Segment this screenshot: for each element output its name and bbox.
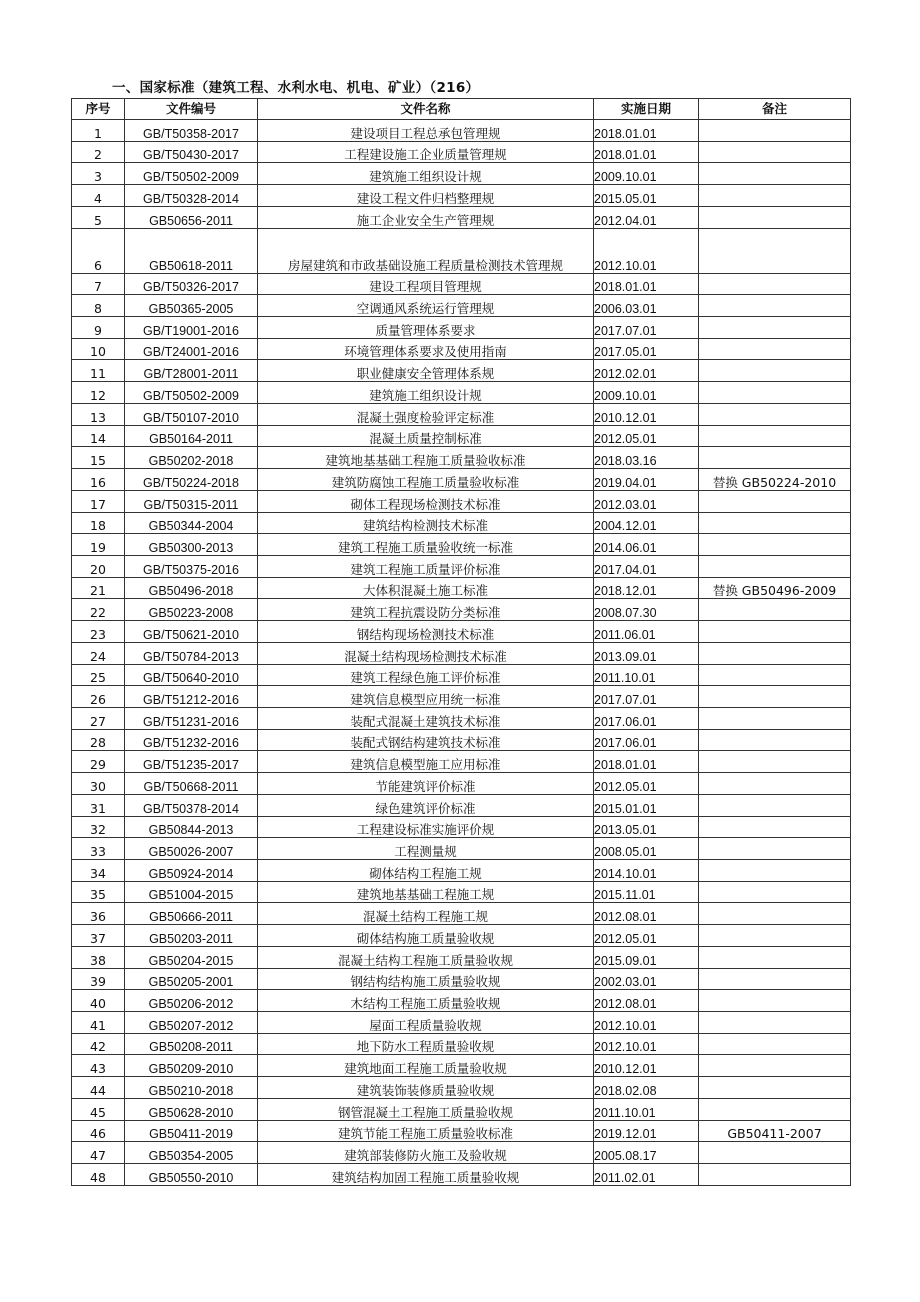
standard-name: 混凝土质量控制标准 — [258, 425, 594, 447]
standard-code: GB50550-2010 — [125, 1164, 258, 1186]
remark — [699, 425, 851, 447]
standard-code: GB50203-2011 — [125, 925, 258, 947]
remark — [699, 707, 851, 729]
remark — [699, 1012, 851, 1034]
standard-name: 建筑信息模型施工应用标准 — [258, 751, 594, 773]
effective-date: 2018.01.01 — [594, 120, 699, 142]
standard-code: GB50205-2001 — [125, 968, 258, 990]
row-index: 2 — [72, 141, 125, 163]
standard-code: GB50354-2005 — [125, 1142, 258, 1164]
row-index: 17 — [72, 490, 125, 512]
standard-name: 砌体结构工程施工规 — [258, 860, 594, 882]
remark — [699, 360, 851, 382]
row-index: 12 — [72, 382, 125, 404]
row-index: 39 — [72, 968, 125, 990]
effective-date: 2010.12.01 — [594, 403, 699, 425]
effective-date: 2017.05.01 — [594, 338, 699, 360]
table-row — [72, 163, 851, 185]
effective-date: 2010.12.01 — [594, 1055, 699, 1077]
remark — [699, 120, 851, 142]
standard-code: GB50656-2011 — [125, 206, 258, 228]
header-note: 备注 — [699, 99, 851, 120]
standard-code: GB/T50328-2014 — [125, 185, 258, 207]
row-index: 19 — [72, 534, 125, 556]
standard-code: GB/T50378-2014 — [125, 794, 258, 816]
table-row — [72, 794, 851, 816]
effective-date: 2019.12.01 — [594, 1120, 699, 1142]
remark: 替换 GB50496-2009 — [699, 577, 851, 599]
effective-date: 2004.12.01 — [594, 512, 699, 534]
standard-name: 建筑部装修防火施工及验收规 — [258, 1142, 594, 1164]
standard-name: 工程建设施工企业质量管理规 — [258, 141, 594, 163]
remark — [699, 599, 851, 621]
standard-code: GB/T19001-2016 — [125, 317, 258, 339]
standard-name: 砌体工程现场检测技术标准 — [258, 490, 594, 512]
row-index: 24 — [72, 642, 125, 664]
effective-date: 2018.02.08 — [594, 1077, 699, 1099]
standard-code: GB50210-2018 — [125, 1077, 258, 1099]
standard-name: 混凝土强度检验评定标准 — [258, 403, 594, 425]
effective-date: 2017.06.01 — [594, 707, 699, 729]
standard-code: GB/T50375-2016 — [125, 555, 258, 577]
effective-date: 2012.10.01 — [594, 1033, 699, 1055]
standard-code: GB50344-2004 — [125, 512, 258, 534]
remark — [699, 664, 851, 686]
effective-date: 2008.05.01 — [594, 838, 699, 860]
remark — [699, 273, 851, 295]
standard-code: GB50204-2015 — [125, 946, 258, 968]
table-row — [72, 120, 851, 142]
standard-name: 工程建设标准实施评价规 — [258, 816, 594, 838]
table-row — [72, 1033, 851, 1055]
standard-name: 建筑地基基础工程施工规 — [258, 881, 594, 903]
table-row — [72, 469, 851, 491]
remark — [699, 163, 851, 185]
table-row — [72, 707, 851, 729]
row-index: 5 — [72, 206, 125, 228]
row-index: 38 — [72, 946, 125, 968]
row-index: 44 — [72, 1077, 125, 1099]
effective-date: 2008.07.30 — [594, 599, 699, 621]
remark: 替换 GB50224-2010 — [699, 469, 851, 491]
row-index: 35 — [72, 881, 125, 903]
standard-name: 建设工程文件归档整理规 — [258, 185, 594, 207]
remark — [699, 447, 851, 469]
remark — [699, 1098, 851, 1120]
standard-name: 建筑施工组织设计规 — [258, 163, 594, 185]
remark — [699, 1164, 851, 1186]
remark — [699, 990, 851, 1012]
standard-name: 环境管理体系要求及使用指南 — [258, 338, 594, 360]
remark — [699, 403, 851, 425]
remark — [699, 206, 851, 228]
standard-code: GB/T50107-2010 — [125, 403, 258, 425]
remark — [699, 729, 851, 751]
effective-date: 2017.04.01 — [594, 555, 699, 577]
effective-date: 2006.03.01 — [594, 295, 699, 317]
remark — [699, 317, 851, 339]
effective-date: 2002.03.01 — [594, 968, 699, 990]
row-index: 31 — [72, 794, 125, 816]
standard-code: GB/T51235-2017 — [125, 751, 258, 773]
table-row — [72, 206, 851, 228]
effective-date: 2009.10.01 — [594, 382, 699, 404]
table-row — [72, 338, 851, 360]
table-row — [72, 295, 851, 317]
table-row — [72, 273, 851, 295]
standard-name: 建筑节能工程施工质量验收标准 — [258, 1120, 594, 1142]
effective-date: 2012.10.01 — [594, 228, 699, 273]
standard-name: 建筑地基基础工程施工质量验收标准 — [258, 447, 594, 469]
remark — [699, 185, 851, 207]
table-row — [72, 1098, 851, 1120]
standard-code: GB50026-2007 — [125, 838, 258, 860]
table-row — [72, 447, 851, 469]
remark — [699, 338, 851, 360]
remark — [699, 490, 851, 512]
row-index: 37 — [72, 925, 125, 947]
row-index: 20 — [72, 555, 125, 577]
remark — [699, 751, 851, 773]
header-name: 文件名称 — [258, 99, 594, 120]
standard-name: 钢管混凝土工程施工质量验收规 — [258, 1098, 594, 1120]
row-index: 23 — [72, 621, 125, 643]
remark — [699, 773, 851, 795]
remark — [699, 860, 851, 882]
standard-name: 建筑施工组织设计规 — [258, 382, 594, 404]
effective-date: 2012.03.01 — [594, 490, 699, 512]
effective-date: 2018.03.16 — [594, 447, 699, 469]
header-date: 实施日期 — [594, 99, 699, 120]
row-index: 7 — [72, 273, 125, 295]
standard-name: 建设工程项目管理规 — [258, 273, 594, 295]
standard-name: 木结构工程施工质量验收规 — [258, 990, 594, 1012]
standard-code: GB50411-2019 — [125, 1120, 258, 1142]
effective-date: 2013.05.01 — [594, 816, 699, 838]
standard-name: 屋面工程质量验收规 — [258, 1012, 594, 1034]
effective-date: 2018.12.01 — [594, 577, 699, 599]
table-row — [72, 425, 851, 447]
standard-code: GB50223-2008 — [125, 599, 258, 621]
effective-date: 2005.08.17 — [594, 1142, 699, 1164]
standard-name: 质量管理体系要求 — [258, 317, 594, 339]
standard-name: 钢结构现场检测技术标准 — [258, 621, 594, 643]
table-row — [72, 903, 851, 925]
table-row — [72, 228, 851, 273]
standard-name: 地下防水工程质量验收规 — [258, 1033, 594, 1055]
effective-date: 2015.11.01 — [594, 881, 699, 903]
table-row — [72, 1055, 851, 1077]
effective-date: 2012.08.01 — [594, 990, 699, 1012]
standard-name: 砌体结构施工质量验收规 — [258, 925, 594, 947]
row-index: 21 — [72, 577, 125, 599]
table-row — [72, 1164, 851, 1186]
effective-date: 2017.07.01 — [594, 317, 699, 339]
effective-date: 2018.01.01 — [594, 751, 699, 773]
effective-date: 2015.05.01 — [594, 185, 699, 207]
remark — [699, 295, 851, 317]
effective-date: 2017.07.01 — [594, 686, 699, 708]
header-index: 序号 — [72, 99, 125, 120]
effective-date: 2015.01.01 — [594, 794, 699, 816]
table-row — [72, 881, 851, 903]
standard-code: GB50628-2010 — [125, 1098, 258, 1120]
standard-name: 装配式混凝土建筑技术标准 — [258, 707, 594, 729]
row-index: 3 — [72, 163, 125, 185]
standard-name: 建设项目工程总承包管理规 — [258, 120, 594, 142]
remark: GB50411-2007 — [699, 1120, 851, 1142]
effective-date: 2019.04.01 — [594, 469, 699, 491]
row-index: 27 — [72, 707, 125, 729]
standard-code: GB51004-2015 — [125, 881, 258, 903]
standard-code: GB/T51232-2016 — [125, 729, 258, 751]
table-row — [72, 816, 851, 838]
standard-name: 房屋建筑和市政基础设施工程质量检测技术管理规 — [258, 228, 594, 273]
standard-name: 建筑工程绿色施工评价标准 — [258, 664, 594, 686]
standard-code: GB/T50502-2009 — [125, 163, 258, 185]
remark — [699, 925, 851, 947]
standard-code: GB/T50784-2013 — [125, 642, 258, 664]
row-index: 18 — [72, 512, 125, 534]
remark — [699, 1055, 851, 1077]
row-index: 40 — [72, 990, 125, 1012]
standard-name: 空调通风系统运行管理规 — [258, 295, 594, 317]
standard-name: 大体积混凝土施工标准 — [258, 577, 594, 599]
standard-name: 装配式钢结构建筑技术标准 — [258, 729, 594, 751]
standard-code: GB/T50621-2010 — [125, 621, 258, 643]
standard-code: GB/T28001-2011 — [125, 360, 258, 382]
standard-name: 建筑信息模型应用统一标准 — [258, 686, 594, 708]
standard-code: GB50618-2011 — [125, 228, 258, 273]
remark — [699, 228, 851, 273]
row-index: 10 — [72, 338, 125, 360]
remark — [699, 512, 851, 534]
row-index: 42 — [72, 1033, 125, 1055]
standard-name: 节能建筑评价标准 — [258, 773, 594, 795]
table-row — [72, 686, 851, 708]
standard-name: 建筑结构加固工程施工质量验收规 — [258, 1164, 594, 1186]
row-index: 36 — [72, 903, 125, 925]
table-row — [72, 141, 851, 163]
remark — [699, 686, 851, 708]
table-row — [72, 185, 851, 207]
effective-date: 2013.09.01 — [594, 642, 699, 664]
header-code: 文件编号 — [125, 99, 258, 120]
standard-code: GB/T50358-2017 — [125, 120, 258, 142]
row-index: 32 — [72, 816, 125, 838]
row-index: 30 — [72, 773, 125, 795]
table-row — [72, 664, 851, 686]
effective-date: 2011.10.01 — [594, 664, 699, 686]
standard-name: 建筑防腐蚀工程施工质量验收标准 — [258, 469, 594, 491]
effective-date: 2018.01.01 — [594, 273, 699, 295]
table-row — [72, 382, 851, 404]
standard-name: 混凝土结构现场检测技术标准 — [258, 642, 594, 664]
effective-date: 2012.05.01 — [594, 773, 699, 795]
standard-code: GB/T24001-2016 — [125, 338, 258, 360]
standard-code: GB/T50502-2009 — [125, 382, 258, 404]
row-index: 41 — [72, 1012, 125, 1034]
remark — [699, 642, 851, 664]
table-row — [72, 1120, 851, 1142]
row-index: 28 — [72, 729, 125, 751]
row-index: 1 — [72, 120, 125, 142]
effective-date: 2012.10.01 — [594, 1012, 699, 1034]
standard-code: GB/T51231-2016 — [125, 707, 258, 729]
row-index: 6 — [72, 228, 125, 273]
row-index: 48 — [72, 1164, 125, 1186]
row-index: 25 — [72, 664, 125, 686]
standard-code: GB/T50315-2011 — [125, 490, 258, 512]
standard-code: GB50300-2013 — [125, 534, 258, 556]
table-row — [72, 751, 851, 773]
standard-code: GB50206-2012 — [125, 990, 258, 1012]
table-row — [72, 946, 851, 968]
remark — [699, 382, 851, 404]
standard-code: GB/T50640-2010 — [125, 664, 258, 686]
table-row — [72, 534, 851, 556]
effective-date: 2012.04.01 — [594, 206, 699, 228]
row-index: 46 — [72, 1120, 125, 1142]
standard-code: GB50208-2011 — [125, 1033, 258, 1055]
standard-code: GB/T50224-2018 — [125, 469, 258, 491]
remark — [699, 968, 851, 990]
remark — [699, 903, 851, 925]
remark — [699, 1142, 851, 1164]
effective-date: 2009.10.01 — [594, 163, 699, 185]
remark — [699, 946, 851, 968]
standard-name: 建筑工程施工质量评价标准 — [258, 555, 594, 577]
remark — [699, 141, 851, 163]
table-row — [72, 599, 851, 621]
standard-name: 施工企业安全生产管理规 — [258, 206, 594, 228]
table-row — [72, 860, 851, 882]
row-index: 45 — [72, 1098, 125, 1120]
standard-name: 绿色建筑评价标准 — [258, 794, 594, 816]
row-index: 15 — [72, 447, 125, 469]
standard-name: 钢结构结构施工质量验收规 — [258, 968, 594, 990]
row-index: 47 — [72, 1142, 125, 1164]
table-row — [72, 773, 851, 795]
remark — [699, 1077, 851, 1099]
table-row — [72, 577, 851, 599]
standard-name: 建筑地面工程施工质量验收规 — [258, 1055, 594, 1077]
row-index: 26 — [72, 686, 125, 708]
effective-date: 2011.06.01 — [594, 621, 699, 643]
effective-date: 2012.02.01 — [594, 360, 699, 382]
standards-table — [71, 98, 851, 1186]
effective-date: 2017.06.01 — [594, 729, 699, 751]
standard-code: GB50666-2011 — [125, 903, 258, 925]
table-row — [72, 642, 851, 664]
remark — [699, 555, 851, 577]
row-index: 8 — [72, 295, 125, 317]
standard-name: 工程测量规 — [258, 838, 594, 860]
remark — [699, 838, 851, 860]
table-row — [72, 621, 851, 643]
standard-name: 混凝土结构工程施工规 — [258, 903, 594, 925]
standard-code: GB50202-2018 — [125, 447, 258, 469]
table-row — [72, 925, 851, 947]
table-row — [72, 1077, 851, 1099]
row-index: 34 — [72, 860, 125, 882]
table-row — [72, 990, 851, 1012]
standard-code: GB/T50326-2017 — [125, 273, 258, 295]
table-header-row — [72, 99, 851, 120]
remark — [699, 534, 851, 556]
standard-code: GB50209-2010 — [125, 1055, 258, 1077]
standard-name: 职业健康安全管理体系规 — [258, 360, 594, 382]
row-index: 4 — [72, 185, 125, 207]
effective-date: 2014.06.01 — [594, 534, 699, 556]
effective-date: 2018.01.01 — [594, 141, 699, 163]
standard-code: GB50924-2014 — [125, 860, 258, 882]
row-index: 13 — [72, 403, 125, 425]
standard-name: 建筑工程施工质量验收统一标准 — [258, 534, 594, 556]
standard-code: GB50844-2013 — [125, 816, 258, 838]
table-row — [72, 555, 851, 577]
row-index: 22 — [72, 599, 125, 621]
table-row — [72, 403, 851, 425]
effective-date: 2011.02.01 — [594, 1164, 699, 1186]
table-row — [72, 968, 851, 990]
remark — [699, 1033, 851, 1055]
effective-date: 2015.09.01 — [594, 946, 699, 968]
table-row — [72, 490, 851, 512]
standard-code: GB/T50668-2011 — [125, 773, 258, 795]
effective-date: 2012.08.01 — [594, 903, 699, 925]
effective-date: 2011.10.01 — [594, 1098, 699, 1120]
standard-code: GB/T51212-2016 — [125, 686, 258, 708]
remark — [699, 794, 851, 816]
row-index: 11 — [72, 360, 125, 382]
table-row — [72, 1012, 851, 1034]
standard-code: GB50207-2012 — [125, 1012, 258, 1034]
remark — [699, 881, 851, 903]
standard-code: GB50365-2005 — [125, 295, 258, 317]
standard-name: 混凝土结构工程施工质量验收规 — [258, 946, 594, 968]
table-row — [72, 838, 851, 860]
row-index: 9 — [72, 317, 125, 339]
table-row — [72, 1142, 851, 1164]
standard-code: GB50164-2011 — [125, 425, 258, 447]
table-row — [72, 512, 851, 534]
standard-code: GB/T50430-2017 — [125, 141, 258, 163]
remark — [699, 816, 851, 838]
row-index: 14 — [72, 425, 125, 447]
standard-name: 建筑工程抗震设防分类标准 — [258, 599, 594, 621]
standard-name: 建筑装饰装修质量验收规 — [258, 1077, 594, 1099]
row-index: 33 — [72, 838, 125, 860]
row-index: 29 — [72, 751, 125, 773]
effective-date: 2012.05.01 — [594, 425, 699, 447]
effective-date: 2014.10.01 — [594, 860, 699, 882]
row-index: 16 — [72, 469, 125, 491]
table-row — [72, 317, 851, 339]
table-row — [72, 729, 851, 751]
table-row — [72, 360, 851, 382]
standard-name: 建筑结构检测技术标准 — [258, 512, 594, 534]
standard-code: GB50496-2018 — [125, 577, 258, 599]
section-title: 一、国家标准（建筑工程、水利水电、机电、矿业）（216） — [112, 80, 480, 96]
remark — [699, 621, 851, 643]
effective-date: 2012.05.01 — [594, 925, 699, 947]
row-index: 43 — [72, 1055, 125, 1077]
